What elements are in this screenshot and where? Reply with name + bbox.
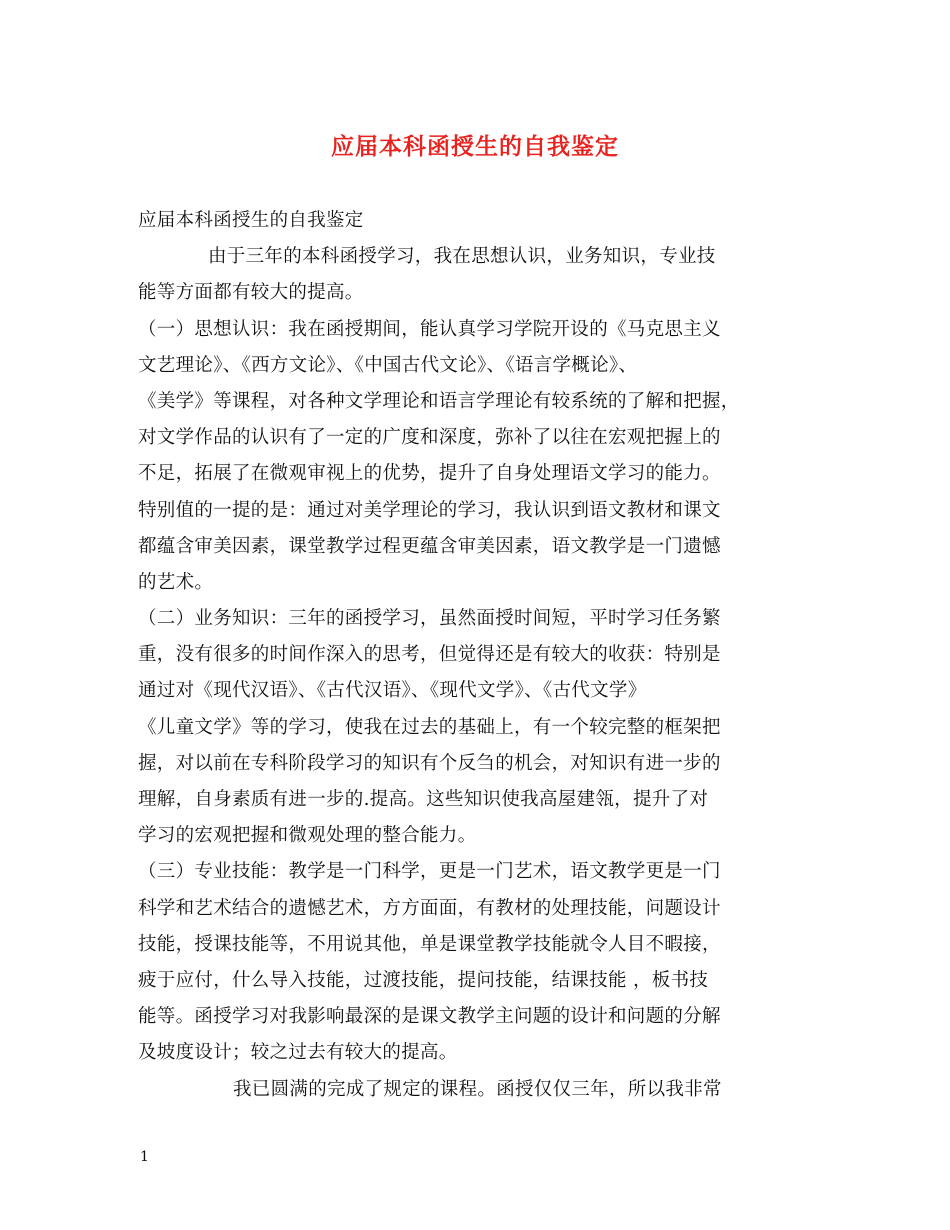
document-body	[138, 203, 828, 1108]
paragraph-line: 不足，拓展了在微观审视上的优势，提升了自身处理语文学习的能力。	[138, 463, 721, 485]
paragraph-line: 通过对《现代汉语》、《古代汉语》、《现代文学》、《古代文学》	[138, 680, 647, 702]
paragraph-line: 由于三年的本科函授学习，我在思想认识，业务知识，专业技	[208, 246, 716, 268]
document-title: 应届本科函授生的自我鉴定	[331, 134, 619, 160]
paragraph-line: 特别值的一提的是：通过对美学理论的学习，我认识到语文教材和课文	[138, 499, 721, 521]
paragraph-line: （二）业务知识：三年的函授学习，虽然面授时间短，平时学习任务繁	[138, 608, 721, 630]
paragraph-line: 对文学作品的认识有了一定的广度和深度，弥补了以往在宏观把握上的	[138, 427, 721, 449]
paragraph-line: 及坡度设计；较之过去有较大的提高。	[138, 1042, 458, 1064]
paragraph-line: （一）思想认识：我在函授期间，能认真学习学院开设的《马克思主义	[138, 318, 721, 340]
paragraph-line: 学习的宏观把握和微观处理的整合能力。	[138, 825, 477, 847]
paragraph-line: 重，没有很多的时间作深入的思考，但觉得还是有较大的收获：特别是	[138, 644, 721, 666]
paragraph-line: 能等方面都有较大的提高。	[138, 282, 364, 304]
page-number: 1	[140, 1149, 149, 1165]
paragraph-line: 理解，自身素质有进一步的.提高。这些知识使我高屋建瓴，提升了对	[138, 789, 709, 810]
paragraph-line: （三）专业技能：教学是一门科学，更是一门艺术，语文教学更是一门	[138, 861, 721, 883]
paragraph-line: 科学和艺术结合的遗憾艺术，方方面面，有教材的处理技能，问题设计	[138, 897, 721, 919]
paragraph-line: 疲于应付，什么导入技能，过渡技能，提问技能，结课技能 ，板书技	[138, 969, 709, 991]
paragraph-line: 《儿童文学》等的学习，使我在过去的基础上，有一个较完整的框架把	[138, 716, 721, 738]
paragraph-line: 文艺理论》、《西方文论》、《中国古代文论》、《语言学概论》、	[138, 354, 638, 376]
paragraph-line: 能等。函授学习对我影响最深的是课文教学主问题的设计和问题的分解	[138, 1006, 721, 1028]
paragraph-line: 都蕴含审美因素，课堂教学过程更蕴含审美因素，语文教学是一门遗憾	[138, 535, 721, 557]
paragraph-line: 握，对以前在专科阶段学习的知识有个反刍的机会，对知识有进一步的	[138, 752, 721, 774]
paragraph-line: 我已圆满的完成了规定的课程。函授仅仅三年，所以我非常	[233, 1078, 722, 1100]
paragraph-line: 的艺术。	[138, 571, 214, 593]
paragraph-line: 《美学》等课程，对各种文学理论和语言学理论有较系统的了解和把握，	[138, 390, 740, 412]
paragraph-line: 技能，授课技能等，不用说其他，单是课堂教学技能就令人目不暇接，	[138, 933, 721, 955]
subtitle-line: 应届本科函授生的自我鉴定	[138, 210, 364, 231]
